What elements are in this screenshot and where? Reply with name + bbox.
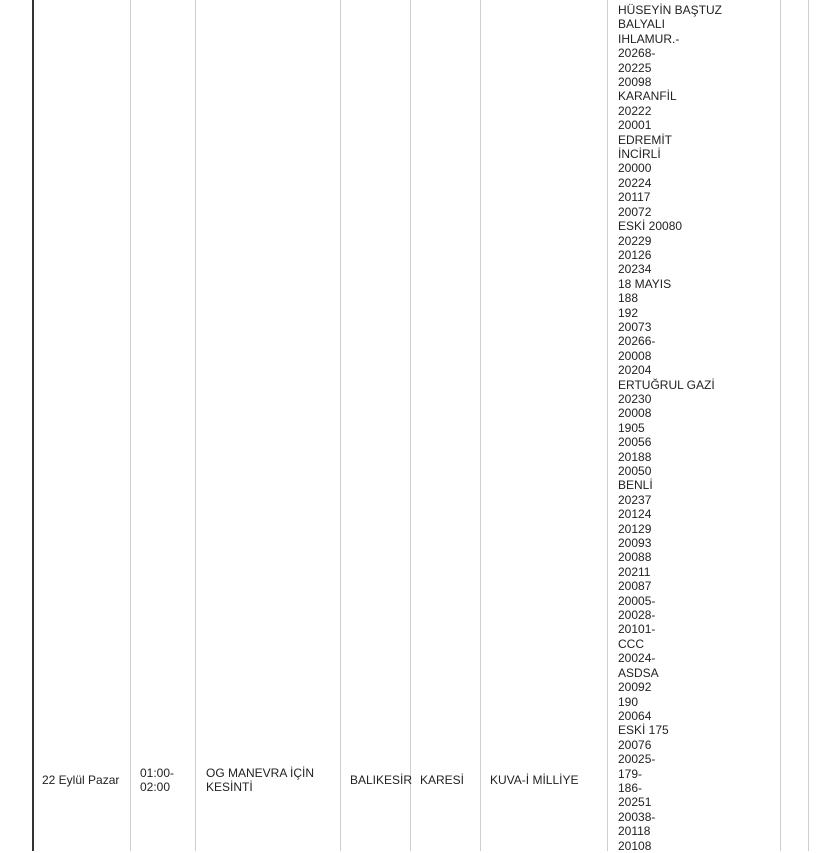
street-item: 20117: [618, 190, 651, 205]
street-item: 20008: [618, 348, 652, 363]
street-item: 18 MAYIS: [618, 276, 672, 291]
street-item: 20092: [618, 680, 652, 695]
street-item: BALYALI: [618, 17, 665, 32]
street-item: 20225: [618, 60, 652, 75]
street-item: 20222: [618, 103, 652, 118]
column-divider: [607, 0, 608, 851]
street-item: 20005-: [618, 593, 656, 608]
street-item: 20204: [618, 363, 652, 378]
street-item: İNCİRLİ: [618, 147, 661, 162]
streets-cell: [618, 3, 722, 853]
column-divider: [130, 0, 131, 851]
province-cell: BALIKESİR: [350, 773, 413, 787]
street-item: 1905: [618, 420, 645, 435]
reason-cell: [206, 766, 314, 795]
street-item: 20188: [618, 449, 652, 464]
street-item: 20234: [618, 262, 652, 277]
street-item: 20073: [618, 319, 652, 334]
street-item: 20224: [618, 175, 652, 190]
street-item: 20050: [618, 464, 652, 478]
street-item: 20038-: [618, 809, 656, 824]
street-item: 20211: [618, 564, 651, 579]
street-item: 20266-: [618, 334, 656, 349]
street-item: 179-: [618, 766, 643, 781]
column-divider: [780, 0, 781, 851]
street-item: 20056: [618, 435, 652, 450]
street-item: ESKİ 175: [618, 723, 669, 738]
time-cell: [140, 766, 174, 795]
street-item: 20251: [618, 795, 652, 810]
time-end: 02:00: [140, 780, 171, 795]
street-item: 20076: [618, 737, 652, 752]
street-item: BENLİ: [618, 478, 653, 493]
street-item: 188: [618, 291, 639, 306]
street-item: 20108: [618, 838, 652, 853]
street-item: ESKİ 20080: [618, 219, 683, 234]
street-item: 20268-: [618, 46, 656, 61]
street-item: 20229: [618, 233, 652, 248]
street-item: CCC: [618, 636, 644, 651]
reason-line-1: OG MANEVRA İÇİN: [206, 766, 315, 780]
street-item: 20008: [618, 406, 652, 421]
street-item: 20028-: [618, 608, 656, 623]
column-divider: [340, 0, 341, 851]
street-item: 20230: [618, 391, 652, 406]
street-item: 186-: [618, 780, 643, 795]
street-item: 20088: [618, 550, 652, 565]
street-item: 20000: [618, 161, 652, 176]
column-divider: [480, 0, 481, 851]
table-border-left: [32, 0, 34, 851]
street-item: ASDSA: [618, 665, 659, 680]
street-item: 192: [618, 305, 639, 320]
street-item: 20093: [618, 536, 652, 551]
street-item: 20129: [618, 521, 652, 536]
street-item: 20101-: [618, 622, 656, 637]
street-item: 20126: [618, 247, 652, 262]
street-item: 20098: [618, 75, 652, 90]
table-border-right: [808, 0, 809, 851]
street-item: 20001: [618, 118, 652, 133]
date-cell: 22 Eylül Pazar: [42, 773, 120, 787]
street-item: 20025-: [618, 752, 656, 767]
street-item: IHLAMUR.-: [618, 31, 680, 46]
column-divider: [195, 0, 196, 851]
district-cell: KARESİ: [420, 773, 465, 787]
street-item: KARANFİL: [618, 89, 677, 104]
street-item: 190: [618, 694, 639, 709]
street-item: HÜSEYİN BAŞTUZ: [618, 3, 723, 17]
street-item: EDREMİT: [618, 132, 672, 147]
reason-line-2: KESİNTİ: [206, 780, 253, 795]
street-item: 20072: [618, 204, 652, 219]
street-item: 20237: [618, 492, 652, 507]
neighborhood-cell: KUVA-İ MİLLİYE: [490, 773, 579, 787]
time-start: 01:00-: [140, 766, 175, 780]
street-item: 20118: [618, 824, 651, 839]
street-item: 20064: [618, 708, 652, 723]
column-divider: [410, 0, 411, 851]
street-item: 20024-: [618, 651, 656, 666]
street-item: ERTUĞRUL GAZİ: [618, 377, 715, 392]
street-item: 20087: [618, 579, 652, 594]
street-item: 20124: [618, 507, 652, 522]
